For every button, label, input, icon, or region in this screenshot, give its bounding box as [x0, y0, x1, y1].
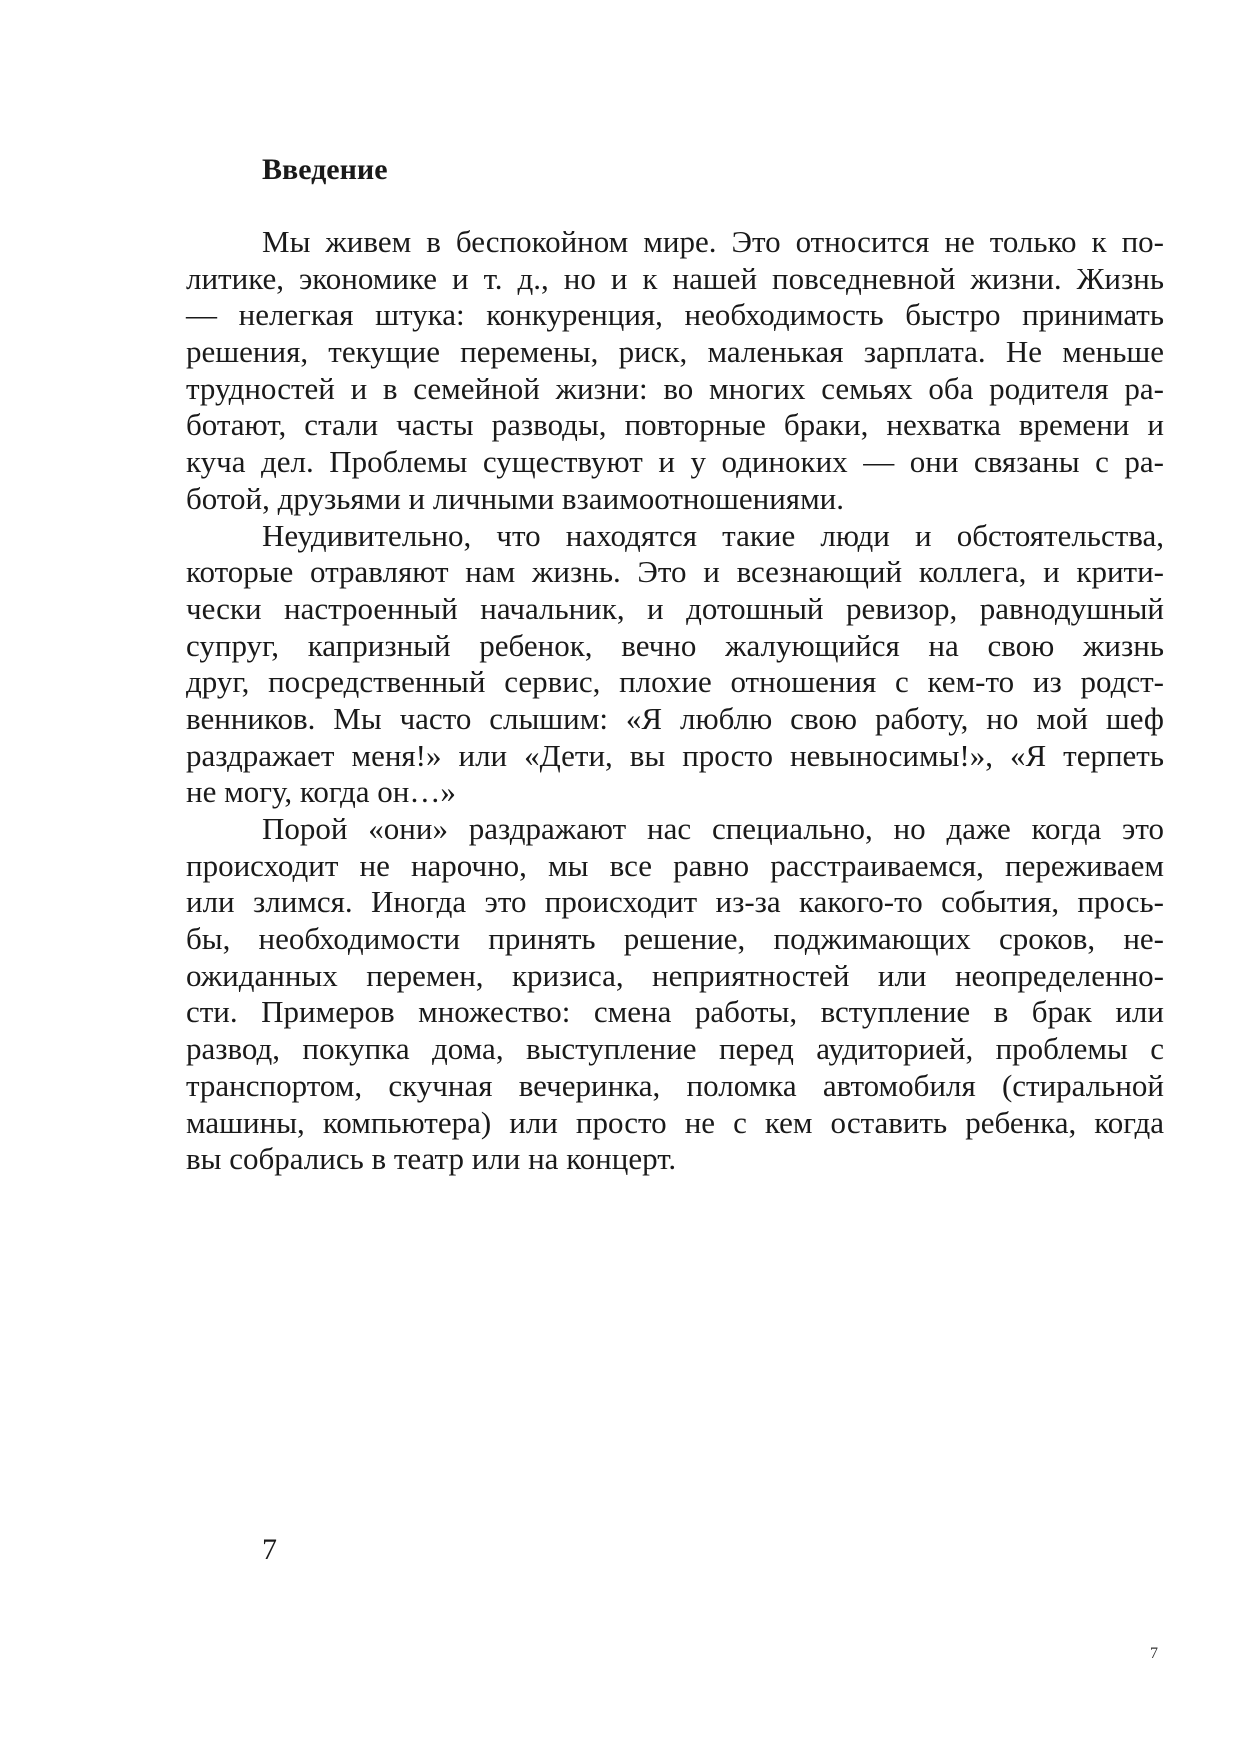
- paragraph-1-line: решения, текущие перемены, риск, маленькая зарплата. Не меньше: [186, 334, 1164, 370]
- pdf-page-number: 7: [1150, 1645, 1158, 1662]
- paragraph-3-line: развод, покупка дома, выступление перед аудиторией, проблемы с: [186, 1031, 1164, 1067]
- paragraph-3-line: или злимся. Иногда это происходит из-за какого-то события, прось-: [186, 884, 1164, 920]
- paragraph-3-line: бы, необходимости принять решение, поджимающих сроков, не-: [186, 921, 1164, 957]
- body-text: [186, 224, 1164, 1178]
- paragraph-1-line: литике, экономике и т. д., но и к нашей повседневной жизни. Жизнь: [186, 260, 1164, 296]
- paragraph-3-line: ожиданных перемен, кризиса, неприятностей или неопределенно-: [186, 957, 1164, 993]
- paragraph-3-line: сти. Примеров множество: смена работы, вступление в брак или: [186, 994, 1164, 1030]
- paragraph-1-line: куча дел. Проблемы существуют и у одиноких — они связаны с ра-: [186, 444, 1164, 480]
- paragraph-1-line: ботают, стали часты разводы, повторные браки, нехватка времени и: [186, 407, 1164, 443]
- paragraph-3-line: транспортом, скучная вечеринка, поломка автомобиля (стиральной: [186, 1067, 1164, 1103]
- paragraph-3-line: Порой «они» раздражают нас специально, но даже когда это: [262, 811, 1164, 846]
- paragraph-1-line: Мы живем в беспокойном мире. Это относится не только к по-: [262, 224, 1164, 259]
- paragraph-2-line: не могу, когда он…»: [186, 774, 456, 810]
- book-page-number: 7: [262, 1533, 277, 1566]
- paragraph-3-line: происходит не нарочно, мы все равно расстраиваемся, переживаем: [186, 847, 1164, 883]
- paragraph-2-line: Неудивительно, что находятся такие люди и обстоятельства,: [262, 517, 1164, 553]
- paragraph-1-line: трудностей и в семейной жизни: во многих семьях оба родителя ра-: [186, 370, 1164, 406]
- paragraph-2-line: раздражает меня!» или «Дети, вы просто невыносимы!», «Я терпеть: [186, 737, 1164, 773]
- paragraph-3-line: машины, компьютера) или просто не с кем оставить ребенка, когда: [186, 1104, 1164, 1140]
- paragraph-1-line: — нелегкая штука: конкуренция, необходимость быстро принимать: [186, 297, 1164, 333]
- paragraph-2-line: венников. Мы часто слышим: «Я люблю свою работу, но мой шеф: [186, 700, 1164, 736]
- paragraph-2-line: чески настроенный начальник, и дотошный ревизор, равнодушный: [186, 590, 1164, 626]
- section-heading: Введение: [262, 153, 388, 186]
- paragraph-1-line: ботой, друзьями и личными взаимоотношениями.: [186, 480, 845, 516]
- paragraph-2-line: которые отравляют нам жизнь. Это и всезнающий коллега, и крити-: [186, 554, 1164, 590]
- paragraph-2-line: супруг, капризный ребенок, вечно жалующийся на свою жизнь: [186, 627, 1164, 663]
- paragraph-2-line: друг, посредственный сервис, плохие отношения с кем-то из родст-: [186, 664, 1164, 700]
- paragraph-3-line: вы собрались в театр или на концерт.: [186, 1141, 677, 1177]
